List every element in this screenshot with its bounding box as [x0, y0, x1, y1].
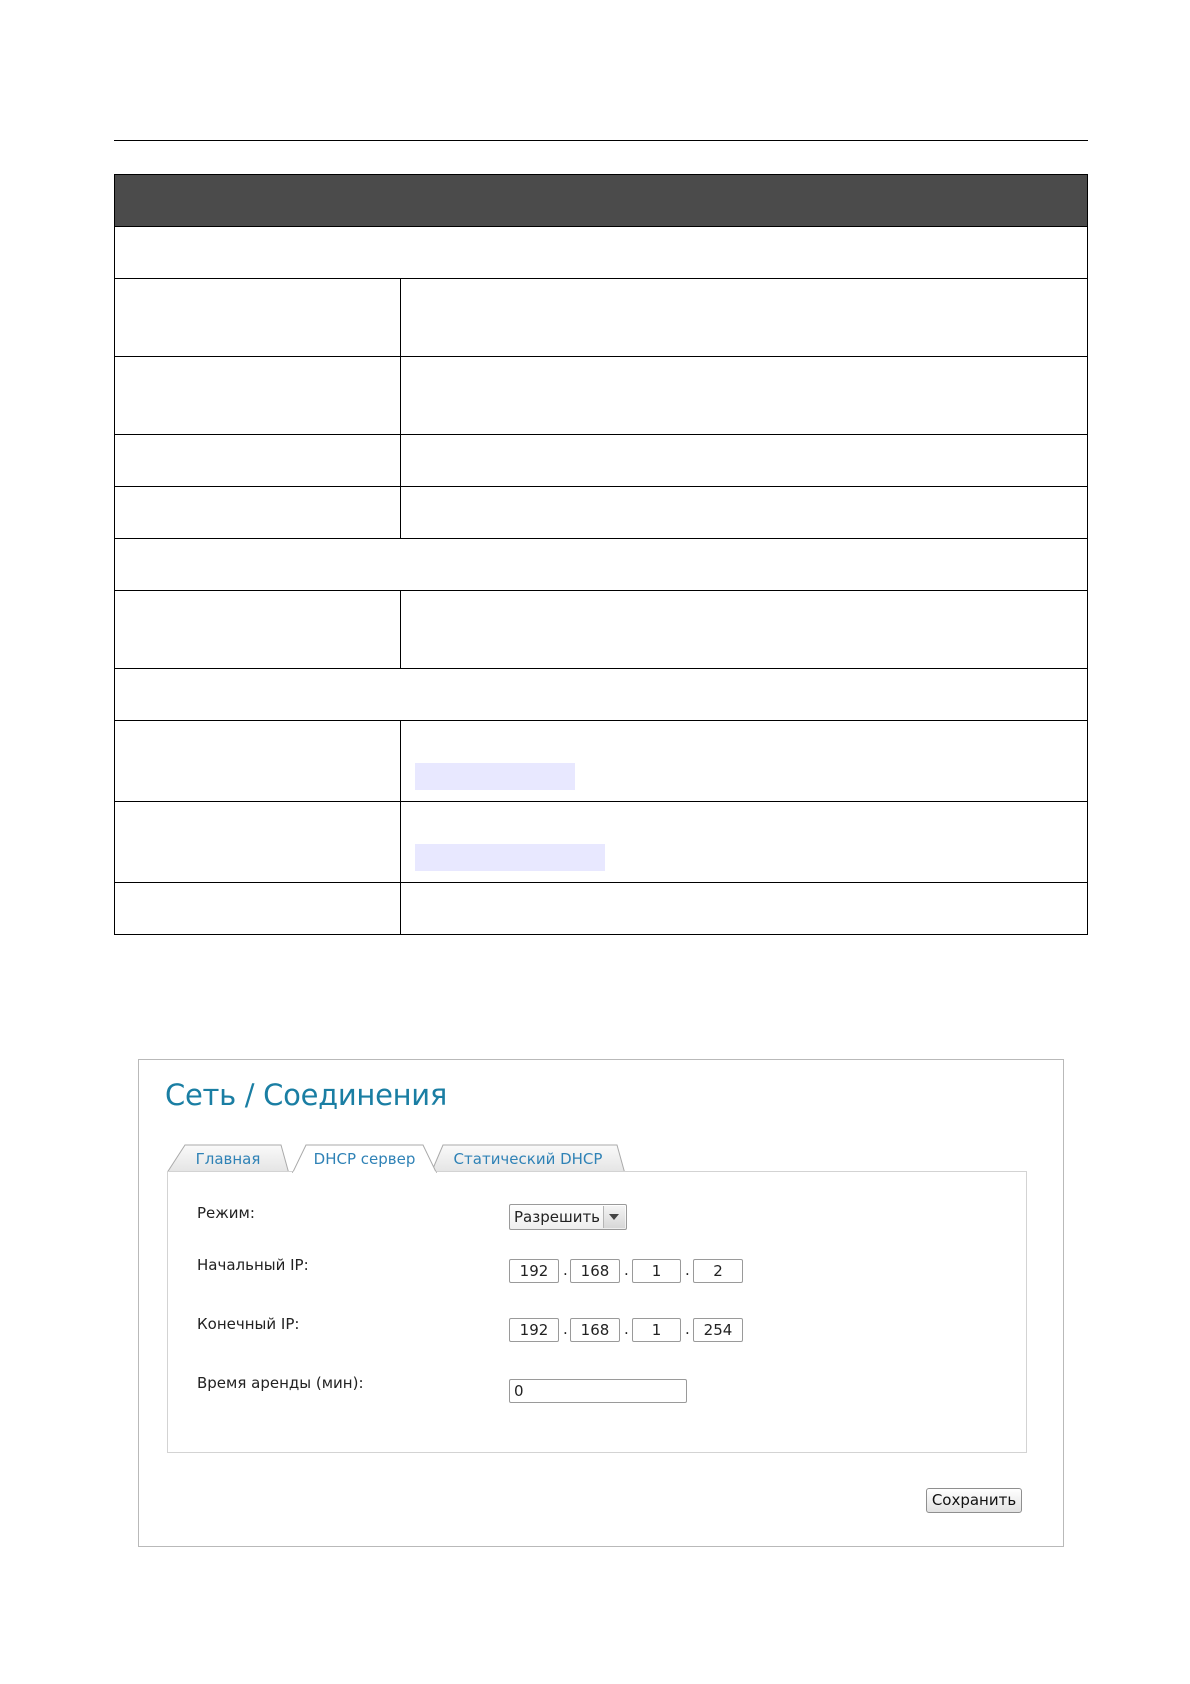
- top-rule: [114, 140, 1088, 141]
- table-row: [115, 721, 1088, 802]
- router-ui-screenshot: [138, 1059, 1064, 1547]
- table-header-cell: [115, 175, 1088, 227]
- table-section-row: [115, 227, 1088, 279]
- table-row: [115, 591, 1088, 669]
- table-cell: [401, 435, 1088, 487]
- table-header: [115, 175, 1088, 227]
- table-cell: [401, 591, 1088, 669]
- table-section-row: [115, 669, 1088, 721]
- table-cell: [115, 721, 401, 802]
- page-title: Сеть / Соединения: [165, 1078, 447, 1112]
- end-ip-octet-1[interactable]: 192: [509, 1318, 559, 1342]
- end-ip-octet-2[interactable]: 168: [570, 1318, 620, 1342]
- tab-static-dhcp[interactable]: [431, 1144, 625, 1172]
- table-row: [115, 802, 1088, 883]
- table-cell: [115, 435, 401, 487]
- tab-label: Главная: [195, 1150, 261, 1168]
- table-cell: [115, 802, 401, 883]
- ip-separator: .: [624, 1320, 629, 1338]
- link-highlight[interactable]: [415, 763, 575, 790]
- tab-label: DHCP сервер: [313, 1150, 416, 1168]
- ip-separator: .: [685, 1320, 690, 1338]
- mode-label: Режим:: [197, 1204, 255, 1222]
- parameter-table: [114, 174, 1088, 935]
- table-section-cell: [115, 669, 1088, 721]
- ip-separator: .: [563, 1261, 568, 1279]
- chevron-down-icon[interactable]: [603, 1206, 625, 1228]
- table-cell: [401, 357, 1088, 435]
- table-section-cell: [115, 227, 1088, 279]
- table-cell: [115, 591, 401, 669]
- tab-dhcp-server[interactable]: [292, 1144, 437, 1172]
- save-button[interactable]: Сохранить: [926, 1488, 1022, 1513]
- table-section-cell: [115, 539, 1088, 591]
- table-cell: [401, 487, 1088, 539]
- ip-separator: .: [563, 1320, 568, 1338]
- tab-label: Статический DHCP: [453, 1150, 603, 1168]
- mode-select[interactable]: [509, 1204, 627, 1230]
- table-cell: [401, 721, 1088, 802]
- table-cell: [401, 279, 1088, 357]
- table-row: [115, 357, 1088, 435]
- mode-value: Разрешить: [514, 1208, 601, 1226]
- table-row: [115, 883, 1088, 935]
- lease-time-input[interactable]: 0: [509, 1379, 687, 1403]
- start-ip-octet-3[interactable]: 1: [632, 1259, 681, 1283]
- end-ip-octet-3[interactable]: 1: [632, 1318, 681, 1342]
- table-section-row: [115, 539, 1088, 591]
- ip-separator: .: [685, 1261, 690, 1279]
- table-cell: [401, 883, 1088, 935]
- end-ip-octet-4[interactable]: 254: [693, 1318, 743, 1342]
- table-row: [115, 435, 1088, 487]
- table-row: [115, 487, 1088, 539]
- start-ip-octet-4[interactable]: 2: [693, 1259, 743, 1283]
- table-cell: [401, 802, 1088, 883]
- table-cell: [115, 883, 401, 935]
- tab-main[interactable]: [167, 1144, 289, 1172]
- table-row: [115, 279, 1088, 357]
- ip-separator: .: [624, 1261, 629, 1279]
- start-ip-octet-2[interactable]: 168: [570, 1259, 620, 1283]
- lease-time-label: Время аренды (мин):: [197, 1374, 364, 1392]
- table-cell: [115, 487, 401, 539]
- table-cell: [115, 279, 401, 357]
- start-ip-label: Начальный IP:: [197, 1256, 309, 1274]
- end-ip-label: Конечный IP:: [197, 1315, 300, 1333]
- table-cell: [115, 357, 401, 435]
- start-ip-octet-1[interactable]: 192: [509, 1259, 559, 1283]
- link-highlight[interactable]: [415, 844, 605, 871]
